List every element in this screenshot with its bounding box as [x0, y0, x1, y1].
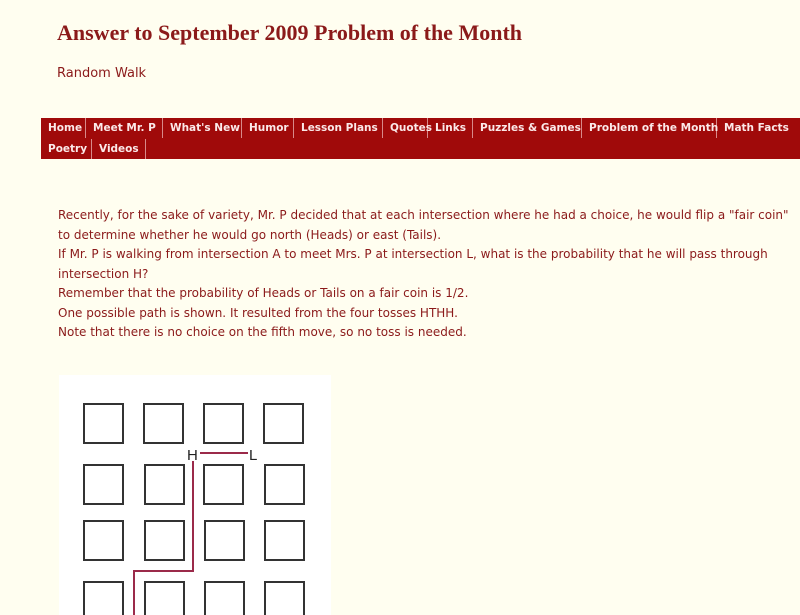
problem-line: Remember that the probability of Heads or Tails on a fair coin is 1/2. [58, 286, 469, 300]
nav-meet-mr-p[interactable]: Meet Mr. P [86, 118, 163, 138]
label-l: L [249, 447, 258, 464]
nav-lesson-plans[interactable]: Lesson Plans [294, 118, 383, 138]
main-nav [41, 118, 800, 159]
nav-puzzles-games[interactable]: Puzzles & Games [473, 118, 582, 138]
label-h: H [187, 447, 198, 464]
problem-line: to determine whether he would go north (Heads) or east (Tails). [58, 227, 442, 242]
problem-line: One possible path is shown. It resulted from the four tosses HTHH. [58, 305, 458, 320]
page-subtitle: Random Walk [57, 66, 147, 81]
nav-videos[interactable]: Videos [92, 139, 146, 159]
nav-row-2 [41, 139, 146, 159]
nav-poetry[interactable]: Poetry [41, 139, 92, 159]
nav-whats-new[interactable]: What's New [163, 118, 242, 138]
problem-text [58, 206, 800, 343]
street-grid-diagram [59, 375, 331, 615]
nav-problem-of-the-month[interactable]: Problem of the Month [582, 118, 717, 138]
nav-home[interactable]: Home [41, 118, 86, 138]
problem-line: Note that there is no choice on the fifth move, so no toss is needed. [58, 325, 467, 339]
nav-math-facts[interactable]: Math Facts [724, 122, 789, 134]
nav-row-1 [41, 118, 800, 138]
problem-line: Recently, for the sake of variety, Mr. P decided that at each intersection where he had a choice, he would flip a "fair coin" [58, 208, 789, 222]
problem-line: intersection H? [58, 266, 149, 281]
problem-line: If Mr. P is walking from intersection A to meet Mrs. P at intersection L, what is the probability that he will pass through [58, 247, 768, 261]
nav-links[interactable]: Links [428, 118, 473, 138]
nav-quotes[interactable]: Quotes [383, 118, 428, 138]
grid-svg [59, 375, 331, 615]
page-title: Answer to September 2009 Problem of the Month [57, 20, 523, 45]
nav-humor[interactable]: Humor [242, 118, 294, 138]
